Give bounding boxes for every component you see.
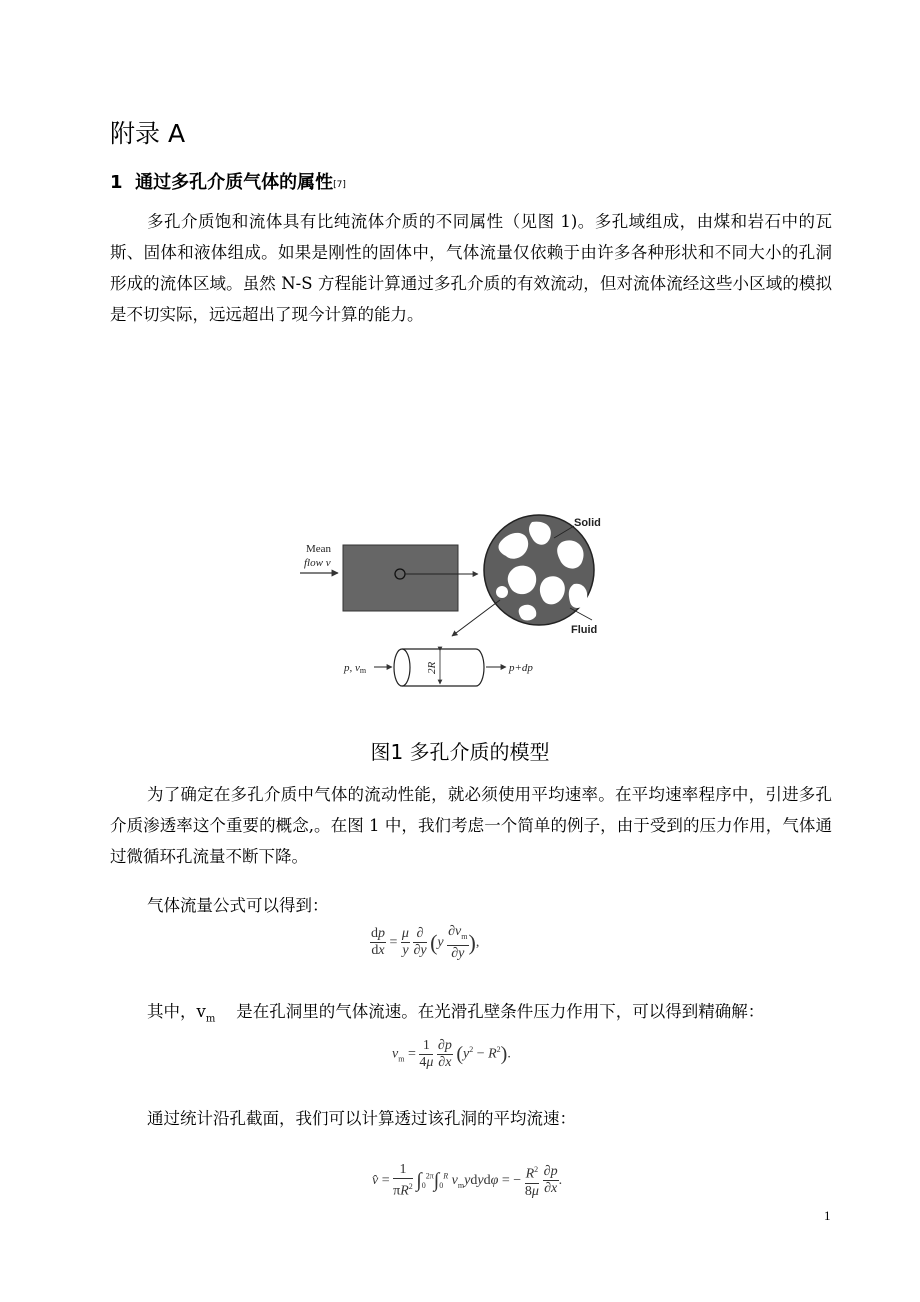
tube-outlet-label: p+dp — [509, 662, 533, 674]
paragraph-exact-solution — [110, 996, 832, 1034]
tube-inlet-label: p, vm — [344, 662, 367, 675]
paragraph-flow-formula: 气体流量公式可以得到： — [147, 896, 329, 915]
equation-flow: $\frac{dp}{dx}$ = $\frac{\mu}{y}$ $\frac{\partial}{\partial y}$ (y $\frac{\partial v_m}{\partial y}$ ), — [371, 924, 480, 961]
section-number: 1 — [110, 172, 123, 193]
figure-caption: 图1 多孔介质的模型 — [370, 740, 550, 764]
equation-exact-solution: $v_m$ = $\frac{1}{4\mu}$ $\frac{\partial p}{\partial x}$ $(y^2 - R^2)$. — [392, 1038, 511, 1070]
porous-media-figure — [292, 512, 622, 692]
appendix-title: 附录 A — [110, 119, 186, 148]
paragraph-intro: 多孔介质饱和流体具有比纯流体介质的不同属性（见图 1)。多孔域组成，由煤和岩石中的瓦斯、固体和液体组成。如果是刚性的固体中，气体流量仅依赖于由许多各种形状和不同大小的孔洞形成的流体区域。虽然 N-S 方程能计算通过多孔介质的有效流动，但对流体流经这些小区域的模拟是不切实际，远远超出了现今计算的能力。 — [110, 212, 832, 324]
mean-flow-label-2: flow v — [304, 557, 331, 569]
tube-radius-label: 2R — [426, 661, 438, 674]
p4-suffix: 是在孔洞里的气体流速。在光滑孔壁条件压力作用下，可以得到精确解： — [236, 1002, 765, 1021]
p4-prefix: 其中，v — [147, 1002, 206, 1021]
section-heading — [110, 170, 346, 196]
magnified-pore-view — [484, 515, 594, 625]
fluid-label: Fluid — [571, 624, 598, 636]
page-number: 1 — [824, 1208, 831, 1223]
section-title: 通过多孔介质气体的属性 — [135, 172, 334, 193]
paragraph-mean-velocity: 通过统计沿孔截面，我们可以计算透过该孔洞的平均流速： — [147, 1109, 576, 1128]
p4-subscript: m — [205, 1013, 216, 1025]
equation-mean-velocity: v̂ = $\frac{1}{\pi R^2}$ $\int_0^{2\pi}\int_0^R$ $v_mydyd\varphi$ = − $\frac{R^2}{8\mu}$ $\frac{\partial p}{\partial x}$ . — [372, 1162, 563, 1199]
pore-tube — [394, 649, 484, 686]
solid-label: Solid — [574, 517, 601, 529]
mean-flow-label-1: Mean — [306, 543, 332, 555]
section-reference: [7] — [333, 180, 346, 190]
porous-block — [343, 545, 458, 611]
paragraph-averaging: 为了确定在多孔介质中气体的流动性能，就必须使用平均速率。在平均速率程序中，引进多孔介质渗透率这个重要的概念,。在图 1 中，我们考虑一个简单的例子，由于受到的压力作用，气体通过微循环孔流量不断下降。 — [110, 785, 832, 866]
pore-to-tube-arrow — [452, 600, 500, 636]
fluid-leader-line — [570, 608, 592, 620]
